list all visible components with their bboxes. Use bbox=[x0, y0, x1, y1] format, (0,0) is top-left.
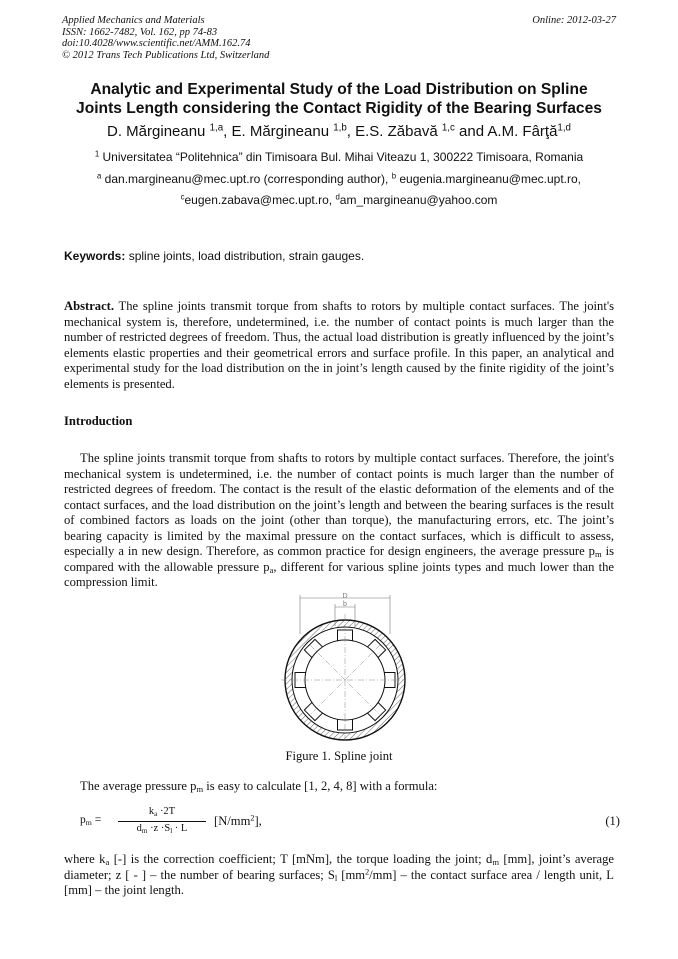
equation-number: (1) bbox=[605, 814, 620, 828]
formula-fraction bbox=[118, 806, 206, 834]
email-line-2 bbox=[20, 193, 658, 207]
journal-header bbox=[62, 15, 269, 61]
issn-line: ISSN: 1662-7482, Vol. 162, pp 74-83 bbox=[62, 26, 218, 38]
den-mid: ·z ·S bbox=[147, 823, 171, 834]
intro-paragraph bbox=[64, 451, 614, 591]
author-2: E. Mărgineanu bbox=[231, 123, 330, 140]
keywords bbox=[64, 249, 364, 263]
intro-sub-m: m bbox=[594, 549, 602, 560]
abstract bbox=[64, 299, 614, 392]
formula-unit bbox=[214, 814, 262, 829]
where-text-3: [mm], joint’s average diameter; z [ - ] – the number of bearing surfaces; S bbox=[64, 852, 614, 882]
eq-intro-sub: m bbox=[196, 784, 204, 795]
unit-post: ], bbox=[254, 814, 262, 828]
unit-pre: [N/mm bbox=[214, 814, 251, 828]
author-3-affil: 1,c bbox=[441, 122, 455, 134]
title-line-1: Analytic and Experimental Study of the Load Distribution on Spline bbox=[90, 81, 588, 98]
author-1: D. Mărgineanu bbox=[107, 123, 206, 140]
spline-joint-figure bbox=[276, 592, 406, 742]
where-sub-1: a bbox=[105, 857, 110, 868]
email-b[interactable]: eugenia.margineanu@mec.upt.ro, bbox=[399, 172, 581, 186]
author-1-affil: 1,a bbox=[209, 122, 224, 134]
section-heading-introduction: Introduction bbox=[64, 414, 133, 428]
where-sub-3: l bbox=[334, 872, 338, 883]
affiliation-number: 1 bbox=[94, 149, 100, 159]
dimension-label-D: D bbox=[342, 593, 348, 600]
affiliation bbox=[20, 150, 658, 164]
author-4: A.M. Fârţă bbox=[487, 123, 558, 140]
journal-name: Applied Mechanics and Materials bbox=[62, 15, 205, 26]
intro-text-3: , different for various spline joints types and much lower than the compression limit. bbox=[64, 559, 614, 589]
equation-intro bbox=[80, 779, 437, 794]
author-4-affil: 1,d bbox=[557, 122, 571, 134]
where-sub-2: m bbox=[492, 857, 499, 868]
num-k-sub: a bbox=[154, 809, 158, 818]
equation-1 bbox=[80, 806, 620, 838]
title-line-2: Joints Length considering the Contact Rigidity of the Bearing Surfaces bbox=[76, 100, 602, 117]
keywords-text: spline joints, load distribution, strain gauges. bbox=[128, 249, 365, 263]
formula-numerator bbox=[118, 806, 206, 820]
affiliation-text: Universitatea “Politehnica” din Timisoara Bul. Mihai Viteazu 1, 300222 Timisoara, Romania bbox=[102, 150, 584, 164]
formula-p: p bbox=[80, 814, 86, 826]
formula-p-sub: m bbox=[85, 817, 92, 827]
copyright-line: © 2012 Trans Tech Publications Ltd, Switzerland bbox=[62, 49, 270, 61]
den-d-sub: m bbox=[141, 826, 148, 835]
den-d: d bbox=[136, 823, 142, 834]
paper-title bbox=[40, 80, 638, 118]
where-text-1: where k bbox=[64, 852, 106, 866]
formula-equals: = bbox=[91, 814, 102, 826]
where-paragraph bbox=[64, 852, 614, 899]
eq-intro-text-1: The average pressure p bbox=[80, 779, 197, 793]
where-text-5: /mm] – the contact surface area / length unit, L [mm] – the joint length. bbox=[64, 867, 614, 897]
email-a-sup: a bbox=[96, 171, 102, 181]
online-date: Online: 2012-03-27 bbox=[532, 15, 616, 26]
email-d[interactable]: am_margineanu@yahoo.com bbox=[339, 193, 498, 207]
email-c-sup: c bbox=[180, 192, 185, 202]
author-2-affil: 1,b bbox=[333, 122, 347, 134]
unit-sup: 2 bbox=[250, 813, 255, 823]
num-rest: ·2T bbox=[157, 806, 176, 817]
email-line-1 bbox=[20, 172, 658, 186]
email-a[interactable]: dan.margineanu@mec.upt.ro (corresponding author), bbox=[104, 172, 389, 186]
formula-denominator bbox=[118, 823, 206, 834]
dimension-label-b: b bbox=[343, 601, 347, 608]
email-c[interactable]: eugen.zabava@mec.upt.ro, bbox=[184, 193, 333, 207]
author-list: D. Mărgineanu $^{1,a}$, E. Mărgineanu $^{1,b}$, E.S. Zăbavă $^{1,c}$ and A.M. Fârţă$^{1,d}$ bbox=[107, 122, 571, 140]
figure-caption: Figure 1. Spline joint bbox=[285, 749, 393, 763]
email-b-sup: b bbox=[391, 171, 397, 181]
email-d-sup: d bbox=[335, 192, 340, 202]
den-end: · L bbox=[172, 823, 188, 834]
where-text-4: [mm bbox=[337, 867, 366, 882]
den-s-sub: l bbox=[170, 826, 173, 835]
where-text-2: [-] is the correction coefficient; T [mNm], the torque loading the joint; d bbox=[109, 852, 493, 866]
abstract-label: Abstract. bbox=[64, 299, 115, 313]
intro-text-2: is compared with the allowable pressure p bbox=[64, 544, 614, 574]
num-k: k bbox=[148, 806, 155, 817]
intro-sub-a: a bbox=[269, 564, 274, 575]
author-and: and bbox=[459, 123, 485, 140]
abstract-text: The spline joints transmit torque from shafts to rotors by multiple contact surfaces. The joint's mechanical system is, therefore, undetermined, i.e. the number of contact points is much larger than the number of restricted degrees of freedom. Thus, the actual load distribution is greatly influenced by the joint’s elements elastic properties and their geometrical errors and surface profile. In this paper, an analytical and experimental study for the load distribution on the in joint’s length caused by the finite rigidity of the joint’s elements is presented. bbox=[64, 299, 614, 391]
doi-line: doi:10.4028/www.scientific.net/AMM.162.74 bbox=[62, 38, 251, 50]
eq-intro-text-2: is easy to calculate [1, 2, 4, 8] with a formula: bbox=[203, 779, 438, 793]
intro-text-1: The spline joints transmit torque from shafts to rotors by multiple contact surfaces. Therefore, the joint's mechanical system is undetermined, i.e. the number of contact points is much larger than the number of restricted degrees of freedom. The contact is the result of the elastic deformation of the elements and of the contact surfaces, and the load distribution on the joint’s length and between the bearing surfaces is the result of combined factors as loads on the joint (other than torque), the manufacturing errors, etc. The joint’s bearing capacity is limited by the maximal pressure on the contact surfaces, which is difficult to assess, especially a in new design. Therefore, as common practice for design engineers, the average pressure p bbox=[64, 451, 614, 558]
formula-lhs bbox=[80, 814, 101, 826]
fraction-bar bbox=[118, 821, 206, 822]
author-3: E.S. Zăbavă bbox=[355, 123, 438, 140]
where-sup-4: 2 bbox=[365, 867, 370, 876]
keywords-label: Keywords: bbox=[64, 249, 126, 263]
